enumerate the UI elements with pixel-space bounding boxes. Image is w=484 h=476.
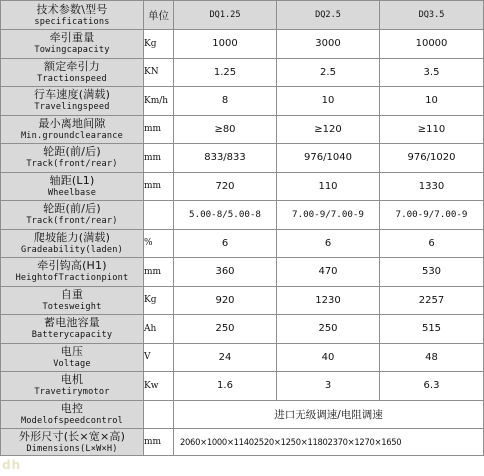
- spec-row-12-label-en: Voltage: [53, 358, 91, 369]
- spec-row-6-unit: mm: [144, 172, 174, 201]
- spec-row-5: [1, 144, 484, 173]
- spec-row-13-label-cell: [1, 372, 144, 401]
- spec-row-9-unit: mm: [144, 258, 174, 287]
- spec-row-10-label-en: Totesweight: [42, 301, 102, 312]
- spec-row-10: [1, 286, 484, 315]
- spec-row-7-unit: [144, 201, 174, 230]
- spec-row-4-label-cell: [1, 115, 144, 144]
- spec-row-7-label-cn: 轮距(前/后): [43, 202, 101, 216]
- spec-row-1-unit: Kg: [144, 30, 174, 59]
- spec-row-1-value-3: 10000: [380, 30, 484, 59]
- spec-row-8-unit: %: [144, 229, 174, 258]
- spec-row-8-value-1: 6: [174, 229, 277, 258]
- spec-row-12-value-1: 24: [174, 343, 277, 372]
- spec-row-10-label-cn: 自重: [60, 287, 84, 301]
- spec-row-10-label-cell: [1, 286, 144, 315]
- spec-row-11-value-2: 250: [277, 315, 380, 344]
- header-row: [1, 1, 484, 30]
- spec-row-8-label-cell: [1, 229, 144, 258]
- spec-row-7-label-en: Track(front/rear): [26, 216, 118, 227]
- spec-row-5-value-2: 976/1040: [277, 144, 380, 173]
- spec-row-8-label-en: Gradeability(laden): [20, 244, 124, 255]
- spec-row-9-label-en: HeightofTractionpiont: [15, 273, 129, 284]
- spec-row-10-value-2: 1230: [277, 286, 380, 315]
- spec-row-2-value-3: 3.5: [380, 58, 484, 87]
- spec-row-2: [1, 58, 484, 87]
- spec-row-13-value-3: 6.3: [380, 372, 484, 401]
- spec-row-2-unit: KN: [144, 58, 174, 87]
- spec-row-2-label-en: Tractionspeed: [37, 73, 107, 84]
- spec-row-6: [1, 172, 484, 201]
- spec-row-11-unit: Ah: [144, 315, 174, 344]
- spec-row-7-label-cell: [1, 201, 144, 230]
- model-header-3: DQ3.5: [380, 1, 484, 30]
- spec-row-3: [1, 87, 484, 116]
- spec-row-6-label-cell: [1, 172, 144, 201]
- spec-row-1-value-1: 1000: [174, 30, 277, 59]
- spec-row-8: [1, 229, 484, 258]
- spec-row-3-value-1: 8: [174, 87, 277, 116]
- dimensions-row: [1, 429, 484, 456]
- watermark-text: dh: [2, 458, 22, 472]
- spec-row-10-value-1: 920: [174, 286, 277, 315]
- spec-row-1: [1, 30, 484, 59]
- spec-row-9-label-cell: [1, 258, 144, 287]
- spec-row-8-value-3: 6: [380, 229, 484, 258]
- dimensions-row-label-cn: 外形尺寸(长×宽×高): [18, 429, 126, 443]
- spec-row-13: [1, 372, 484, 401]
- dimensions-row-label-en: Dimensions(L×W×H): [26, 443, 118, 454]
- spec-row-11-label-en: Batterycapacity: [31, 330, 113, 341]
- spec-row-13-value-1: 1.6: [174, 372, 277, 401]
- spec-row-5-value-1: 833/833: [174, 144, 277, 173]
- spec-row-9-value-3: 530: [380, 258, 484, 287]
- dimensions-value: 2060×1000×11402520×1250×11802370×1270×1650: [174, 429, 484, 456]
- spec-row-11: [1, 315, 484, 344]
- spec-row-2-label-cell: [1, 58, 144, 87]
- speed-control-row-label-en: Modelofspeedcontrol: [20, 415, 124, 426]
- model-header-2: DQ2.5: [277, 1, 380, 30]
- spec-row-12-value-3: 48: [380, 343, 484, 372]
- spec-row-2-value-1: 1.25: [174, 58, 277, 87]
- spec-row-12-label-cell: [1, 343, 144, 372]
- spec-row-5-label-en: Track(front/rear): [26, 159, 118, 170]
- speed-control-row-label-cell: [1, 400, 144, 429]
- spec-row-10-value-3: 2257: [380, 286, 484, 315]
- spec-row-3-value-3: 10: [380, 87, 484, 116]
- spec-row-6-label-en: Wheelbase: [47, 187, 97, 198]
- spec-row-11-label-cn: 蓄电池容量: [44, 316, 100, 330]
- spec-row-7-value-3: 7.00-9/7.00-9: [380, 201, 484, 230]
- spec-row-3-value-2: 10: [277, 87, 380, 116]
- spec-row-11-label-cell: [1, 315, 144, 344]
- spec-row-12-unit: V: [144, 343, 174, 372]
- speed-control-row-label-cn: 电控: [60, 401, 84, 415]
- spec-row-4-unit: mm: [144, 115, 174, 144]
- spec-row-1-label-cn: 牵引重量: [49, 31, 95, 45]
- model-header-1: DQ1.25: [174, 1, 277, 30]
- header-unit: 单位: [144, 1, 174, 30]
- spec-row-2-value-2: 2.5: [277, 58, 380, 87]
- spec-row-11-value-1: 250: [174, 315, 277, 344]
- spec-row-4-label-cn: 最小离地间隙: [38, 116, 106, 130]
- spec-row-7-value-1: 5.00-8/5.00-8: [174, 201, 277, 230]
- dimensions-row-label-cell: [1, 429, 144, 456]
- spec-row-8-label-cn: 爬坡能力(满载): [33, 230, 111, 244]
- spec-row-2-label-cn: 额定牵引力: [44, 59, 100, 73]
- spec-row-12-value-2: 40: [277, 343, 380, 372]
- spec-row-12-label-cn: 电压: [60, 344, 84, 358]
- spec-row-13-label-en: Travetirymotor: [34, 387, 110, 398]
- speed-control-row: [1, 400, 484, 429]
- spec-row-4-value-2: ≥120: [277, 115, 380, 144]
- header-label-en: specifications: [34, 16, 110, 27]
- spec-row-13-label-cn: 电机: [60, 373, 84, 387]
- spec-row-1-label-cell: [1, 30, 144, 59]
- spec-row-7-value-2: 7.00-9/7.00-9: [277, 201, 380, 230]
- spec-row-9-value-1: 360: [174, 258, 277, 287]
- spec-row-1-value-2: 3000: [277, 30, 380, 59]
- spec-row-7: [1, 201, 484, 230]
- spec-row-12: [1, 343, 484, 372]
- spec-row-13-value-2: 3: [277, 372, 380, 401]
- spec-row-4: [1, 115, 484, 144]
- spec-row-8-value-2: 6: [277, 229, 380, 258]
- spec-row-3-label-cell: [1, 87, 144, 116]
- header-label-cn: 技术参数\型号: [36, 2, 108, 16]
- spec-row-3-label-cn: 行车速度(满载): [33, 88, 111, 102]
- speed-control-value: 进口无级调速/电阻调速: [174, 400, 484, 429]
- spec-row-5-value-3: 976/1020: [380, 144, 484, 173]
- spec-row-3-label-en: Travelingspeed: [34, 102, 110, 113]
- spec-row-9: [1, 258, 484, 287]
- spec-row-6-value-2: 110: [277, 172, 380, 201]
- spec-row-9-label-cn: 牵引钩高(H1): [37, 259, 107, 273]
- spec-row-9-value-2: 470: [277, 258, 380, 287]
- spec-row-6-value-1: 720: [174, 172, 277, 201]
- spec-row-5-label-cn: 轮距(前/后): [43, 145, 101, 159]
- spec-row-4-value-3: ≥110: [380, 115, 484, 144]
- spec-row-13-unit: Kw: [144, 372, 174, 401]
- dimensions-row-unit: mm: [144, 429, 174, 456]
- spec-row-5-label-cell: [1, 144, 144, 173]
- spec-row-6-value-3: 1330: [380, 172, 484, 201]
- spec-row-6-label-cn: 轴距(L1): [49, 173, 95, 187]
- speed-control-row-unit: [144, 400, 174, 429]
- spec-row-5-unit: mm: [144, 144, 174, 173]
- spec-row-1-label-en: Towingcapacity: [34, 45, 110, 56]
- spec-row-10-unit: Kg: [144, 286, 174, 315]
- spec-row-4-value-1: ≥80: [174, 115, 277, 144]
- spec-row-3-unit: Km/h: [144, 87, 174, 116]
- spec-row-11-value-3: 515: [380, 315, 484, 344]
- spec-row-4-label-en: Min.groundclearance: [20, 130, 124, 141]
- header-label-cell: [1, 1, 144, 30]
